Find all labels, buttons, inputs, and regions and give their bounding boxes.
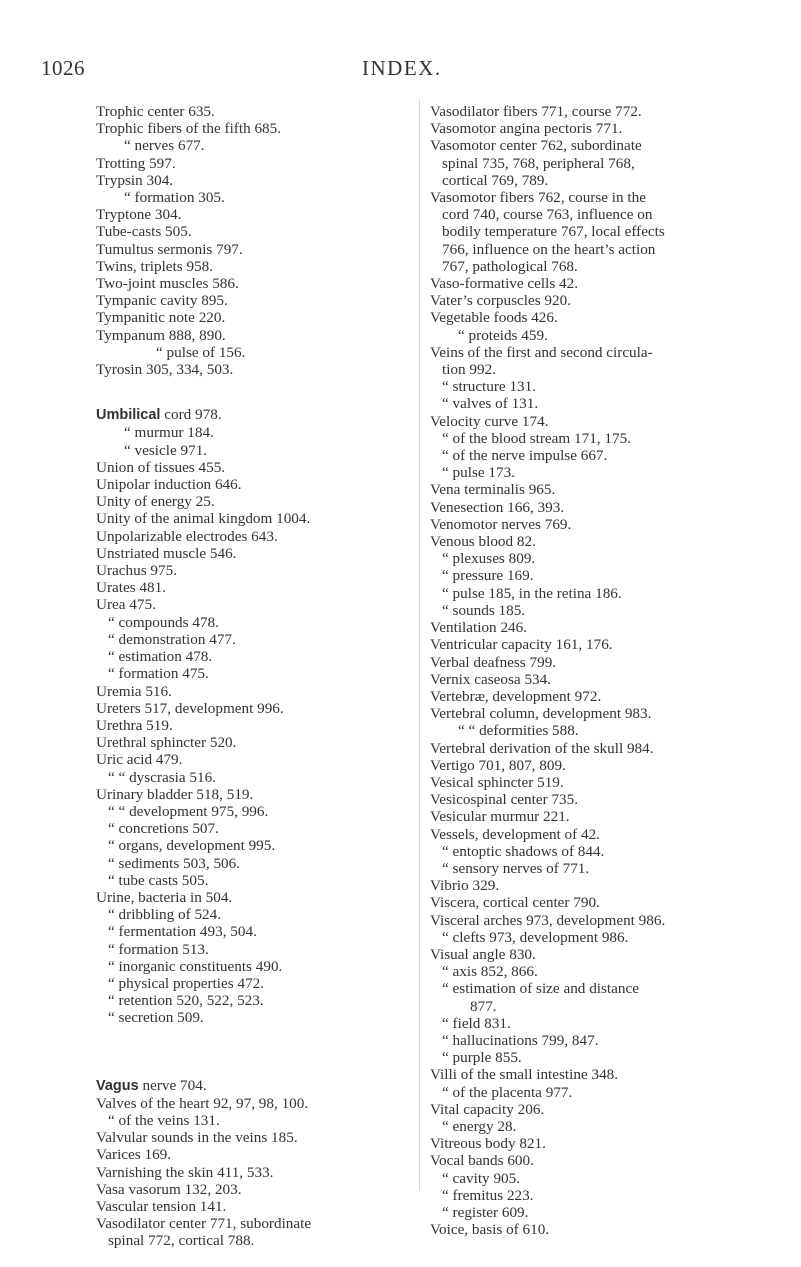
index-subentry: “ entoptic shadows of 844. [442, 842, 605, 860]
index-entry: Vibrio 329. [430, 877, 500, 895]
index-entry: Ventilation 246. [430, 619, 528, 637]
index-entry: Tyrosin 305, 334, 503. [96, 361, 234, 379]
index-entry: Urachus 975. [96, 562, 177, 580]
index-entry: Unity of the animal kingdom 1004. [96, 510, 311, 528]
index-subentry: “ axis 852, 866. [442, 963, 538, 981]
index-entry: Vaso-formative cells 42. [430, 275, 579, 293]
index-entry: Vasodilator center 771, subordinate [96, 1215, 312, 1233]
index-subentry: “ sensory nerves of 771. [442, 859, 590, 877]
index-subentry: “ secretion 509. [108, 1009, 204, 1027]
index-subentry: “ murmur 184. [124, 424, 214, 442]
index-subentry: “ register 609. [442, 1204, 529, 1221]
index-entry: Urethra 519. [96, 716, 173, 734]
index-subentry: “ of the veins 131. [108, 1111, 220, 1129]
index-entry: Unity of energy 25. [96, 493, 215, 511]
index-entry: Tympanic cavity 895. [96, 292, 228, 310]
index-entry: Vertigo 701, 807, 809. [430, 756, 566, 774]
index-entry: Varices 169. [96, 1146, 172, 1164]
index-entry: Vocal bands 600. [430, 1152, 534, 1170]
index-entry: Vater’s corpuscles 920. [430, 292, 572, 310]
index-subentry: “ valves of 131. [442, 395, 539, 413]
index-subentry: “ plexuses 809. [442, 550, 536, 568]
index-entry-letter-u: Umbilical cord 978. [96, 406, 222, 424]
index-subentry: “ physical properties 472. [108, 974, 265, 992]
index-entry: Trophic fibers of the fifth 685. [96, 120, 282, 138]
index-subentry: “ of the placenta 977. [442, 1083, 573, 1101]
index-entry: Union of tissues 455. [96, 458, 226, 476]
index-entry: Vesicospinal center 735. [430, 791, 579, 809]
index-entry: Viscera, cortical center 790. [430, 894, 600, 912]
index-subentry: “ inorganic constituents 490. [108, 957, 283, 975]
index-subentry: “ “ dyscrasia 516. [108, 768, 216, 786]
index-subentry: “ pulse of 156. [156, 343, 246, 361]
index-entry: Valvular sounds in the veins 185. [96, 1129, 298, 1147]
index-entry: Vasodilator fibers 771, course 772. [430, 103, 642, 120]
index-subentry: “ dribbling of 524. [108, 906, 222, 924]
index-entry: Tumultus sermonis 797. [96, 240, 243, 258]
index-entry: Trophic center 635. [96, 103, 215, 120]
index-subentry: “ fremitus 223. [442, 1186, 534, 1204]
index-subentry: “ sediments 503, 506. [108, 854, 241, 872]
index-subentry: “ retention 520, 522, 523. [108, 992, 264, 1010]
index-entry: Venomotor nerves 769. [430, 515, 572, 533]
index-subentry: “ “ deformities 588. [458, 722, 579, 740]
index-subentry: “ sounds 185. [442, 601, 526, 619]
index-subentry: “ formation 475. [108, 665, 209, 683]
index-subentry: “ tube casts 505. [108, 871, 209, 889]
index-entry: Vertebral derivation of the skull 984. [430, 739, 654, 757]
index-entry: Vessels, development of 42. [430, 825, 600, 843]
index-entry: Vital capacity 206. [430, 1100, 545, 1118]
index-entry: Trypsin 304. [96, 171, 174, 189]
index-entry: Vertebral column, development 983. [430, 705, 652, 723]
running-head: INDEX. [362, 56, 442, 80]
index-subentry: “ nerves 677. [124, 137, 205, 155]
index-entry: Vasa vasorum 132, 203. [96, 1180, 242, 1198]
index-subentry: “ cavity 905. [442, 1169, 521, 1187]
index-entry: Twins, triplets 958. [96, 257, 214, 275]
index-entry: Venous blood 82. [430, 533, 536, 551]
index-entry: Urethral sphincter 520. [96, 734, 237, 752]
index-entry-continuation: bodily temperature 767, local effects [442, 223, 665, 241]
index-entry-continuation: spinal 772, cortical 788. [108, 1232, 255, 1250]
index-subentry: “ organs, development 995. [108, 837, 276, 855]
index-subentry: “ formation 513. [108, 940, 209, 958]
index-entry: Visceral arches 973, development 986. [430, 911, 666, 929]
index-entry: Trotting 597. [96, 154, 176, 172]
index-entry: Velocity curve 174. [430, 412, 549, 430]
index-entry: Venesection 166, 393. [430, 498, 565, 516]
index-entry: Villi of the small intestine 348. [430, 1066, 619, 1084]
index-entry-letter-v: Vagus nerve 704. [96, 1076, 207, 1094]
index-entry: Tube-casts 505. [96, 223, 192, 241]
index-entry-continuation: 766, influence on the heart’s action [442, 240, 656, 258]
index-entry: Vernix caseosa 534. [430, 670, 552, 688]
index-subentry: “ structure 131. [442, 378, 537, 396]
index-subentry: “ estimation 478. [108, 648, 213, 666]
index-entry: Vasomotor fibers 762, course in the [430, 189, 646, 207]
index-subentry: “ formation 305. [124, 189, 225, 207]
page-number: 1026 [41, 56, 85, 80]
index-entry: Vitreous body 821. [430, 1135, 546, 1153]
letter-heading: Vagus [96, 1077, 139, 1094]
index-entry: Two-joint muscles 586. [96, 275, 239, 293]
index-entry: Vasomotor center 762, subordinate [430, 137, 642, 155]
index-entry-continuation: tion 992. [442, 361, 497, 379]
index-entry: Vena terminalis 965. [430, 481, 556, 499]
index-subentry: “ pressure 169. [442, 567, 534, 585]
index-subentry: “ of the blood stream 171, 175. [442, 429, 631, 447]
index-subentry: “ demonstration 477. [108, 630, 236, 648]
index-entry-continuation: spinal 735, 768, peripheral 768, [442, 154, 635, 172]
letter-heading: Umbilical [96, 407, 161, 424]
index-subentry: “ pulse 173. [442, 464, 515, 482]
index-subentry: “ field 831. [442, 1014, 511, 1032]
index-subentry: “ fermentation 493, 504. [108, 923, 257, 941]
index-entry: Vertebræ, development 972. [430, 687, 602, 705]
index-entry: Unipolar induction 646. [96, 476, 242, 494]
index-subentry: “ energy 28. [442, 1117, 517, 1135]
index-entry: Uric acid 479. [96, 751, 183, 769]
index-entry-continuation: 877. [470, 997, 497, 1015]
index-entry: Uremia 516. [96, 682, 172, 700]
index-subentry: “ of the nerve impulse 667. [442, 447, 608, 465]
index-entry: Valves of the heart 92, 97, 98, 100. [96, 1094, 309, 1112]
index-entry: Urine, bacteria in 504. [96, 888, 233, 906]
index-entry: Verbal deafness 799. [430, 653, 557, 671]
index-entry: Urates 481. [96, 579, 167, 597]
index-entry: Tympanitic note 220. [96, 309, 226, 327]
index-entry: Voice, basis of 610. [430, 1221, 550, 1239]
index-entry-continuation: cord 740, course 763, influence on [442, 206, 653, 224]
index-entry: Vesical sphincter 519. [430, 773, 564, 791]
index-subentry: “ purple 855. [442, 1049, 522, 1067]
index-subentry: “ concretions 507. [108, 820, 219, 838]
index-entry: Vascular tension 141. [96, 1197, 227, 1215]
index-entry: Ventricular capacity 161, 176. [430, 636, 613, 654]
index-entry-continuation: cortical 769, 789. [442, 171, 549, 189]
index-entry: Vegetable foods 426. [430, 309, 558, 327]
index-subentry: “ estimation of size and distance [442, 980, 639, 998]
index-entry: Unpolarizable electrodes 643. [96, 527, 278, 545]
index-subentry: “ proteids 459. [458, 326, 548, 344]
index-subentry: “ “ development 975, 996. [108, 802, 269, 820]
index-subentry: “ vesicle 971. [124, 441, 208, 459]
index-entry: Varnishing the skin 411, 533. [96, 1163, 274, 1181]
index-entry: Urinary bladder 518, 519. [96, 785, 254, 803]
index-subentry: “ clefts 973, development 986. [442, 928, 629, 946]
index-entry: Unstriated muscle 546. [96, 544, 237, 562]
index-entry: Tympanum 888, 890. [96, 326, 226, 344]
index-subentry: “ compounds 478. [108, 613, 219, 631]
index-entry-continuation: 767, pathological 768. [442, 257, 578, 275]
index-subentry: “ pulse 185, in the retina 186. [442, 584, 622, 602]
index-entry: Ureters 517, development 996. [96, 699, 284, 717]
left-column [96, 103, 426, 1250]
index-entry: Visual angle 830. [430, 945, 536, 963]
index-subentry: “ hallucinations 799, 847. [442, 1031, 599, 1049]
index-entry: Tryptone 304. [96, 206, 182, 224]
right-column [430, 103, 782, 1238]
index-entry: Urea 475. [96, 596, 156, 614]
index-entry: Vesicular murmur 221. [430, 808, 570, 826]
index-entry: Veins of the first and second circula- [430, 343, 653, 361]
index-entry: Vasomotor angina pectoris 771. [430, 120, 623, 138]
